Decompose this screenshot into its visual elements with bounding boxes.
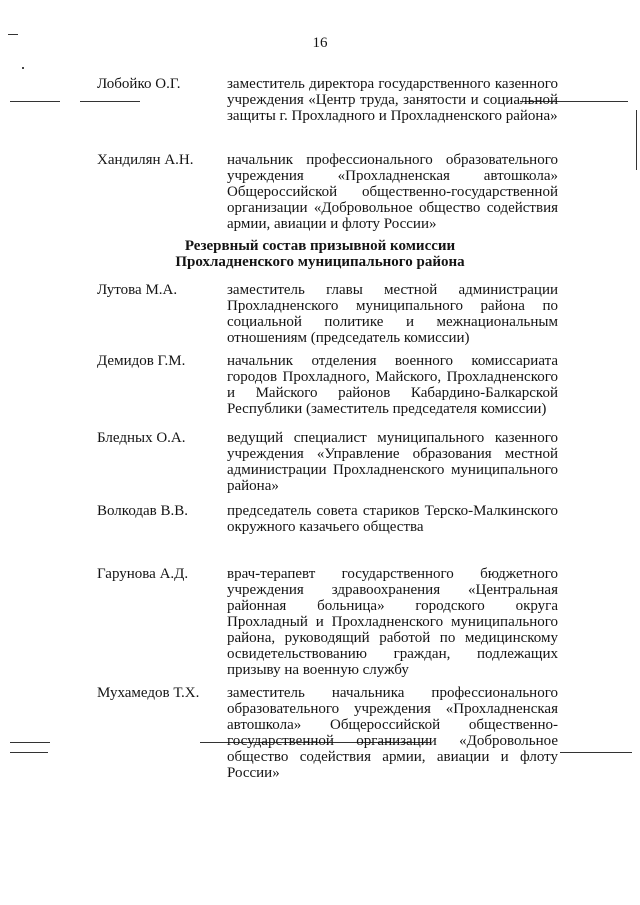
scan-artifact-dot (22, 67, 24, 69)
entry-name-volkodav: Волкодав В.В. (97, 503, 189, 519)
scan-artifact-line (10, 752, 48, 753)
reserve-section-title (0, 238, 640, 270)
reserve-title-line-2: Прохладненского муниципального района (175, 254, 465, 270)
entry-name-blednyh: Бледных О.А. (97, 430, 186, 446)
entry-name-muhamedov: Мухамедов Т.Х. (97, 685, 200, 701)
scan-artifact-line (560, 752, 632, 753)
scan-artifact-line (80, 101, 140, 102)
entry-role-lobojko: заместитель директора государственного казенного учреждения «Центр труда, занятости и социальной защиты г. Прохладного и Прохладненского района» (227, 76, 558, 124)
entry-role-demidov: начальник отделения военного комиссариата городов Прохладного, Майского, Прохладненского и Майского районов Кабардино-Балкарской Республики (заместитель председателя комиссии) (227, 353, 558, 417)
entry-role-volkodav: председатель совета стариков Терско-Малкинского окружного казачьего общества (227, 503, 558, 535)
scan-artifact-line (10, 742, 50, 743)
entry-name-garunova: Гарунова А.Д. (97, 566, 189, 582)
entry-role-muhamedov: заместитель начальника профессионального образовательного учреждения «Прохладненская автошкола» Общероссийской общественно-государственной организации «Добровольное общество содействия армии, авиации и флоту России» (227, 685, 558, 781)
reserve-title-line-1: Резервный состав призывной комиссии (184, 238, 456, 254)
page-number: 16 (312, 35, 328, 51)
entry-name-lobojko: Лобойко О.Г. (97, 76, 181, 92)
entry-name-handilyan: Хандилян А.Н. (97, 152, 194, 168)
entry-role-garunova: врач-терапевт государственного бюджетного учреждения здравоохранения «Центральная районная больница» городского округа Прохладный и Прохладненского муниципального района, руководящий работой по медицинскому освидетельствованию граждан, подлежащих призыву на военную службу (227, 566, 558, 678)
entry-role-blednyh: ведущий специалист муниципального казенного учреждения «Управление образования местной администрации Прохладненского муниципального района» (227, 430, 558, 494)
entry-name-lutova: Лутова М.А. (97, 282, 178, 298)
entry-name-demidov: Демидов Г.М. (97, 353, 186, 369)
scan-artifact-line (10, 101, 60, 102)
scan-artifact-edge (636, 110, 637, 170)
entry-role-lutova: заместитель главы местной администрации Прохладненского муниципального района по социальной политике и межнациональным отношениям (председатель комиссии) (227, 282, 558, 346)
entry-role-handilyan: начальник профессионального образовательного учреждения «Прохладненская автошкола» Общероссийской общественно-государственной организации «Добровольное общество содействия армии, авиации и флоту России» (227, 152, 558, 232)
